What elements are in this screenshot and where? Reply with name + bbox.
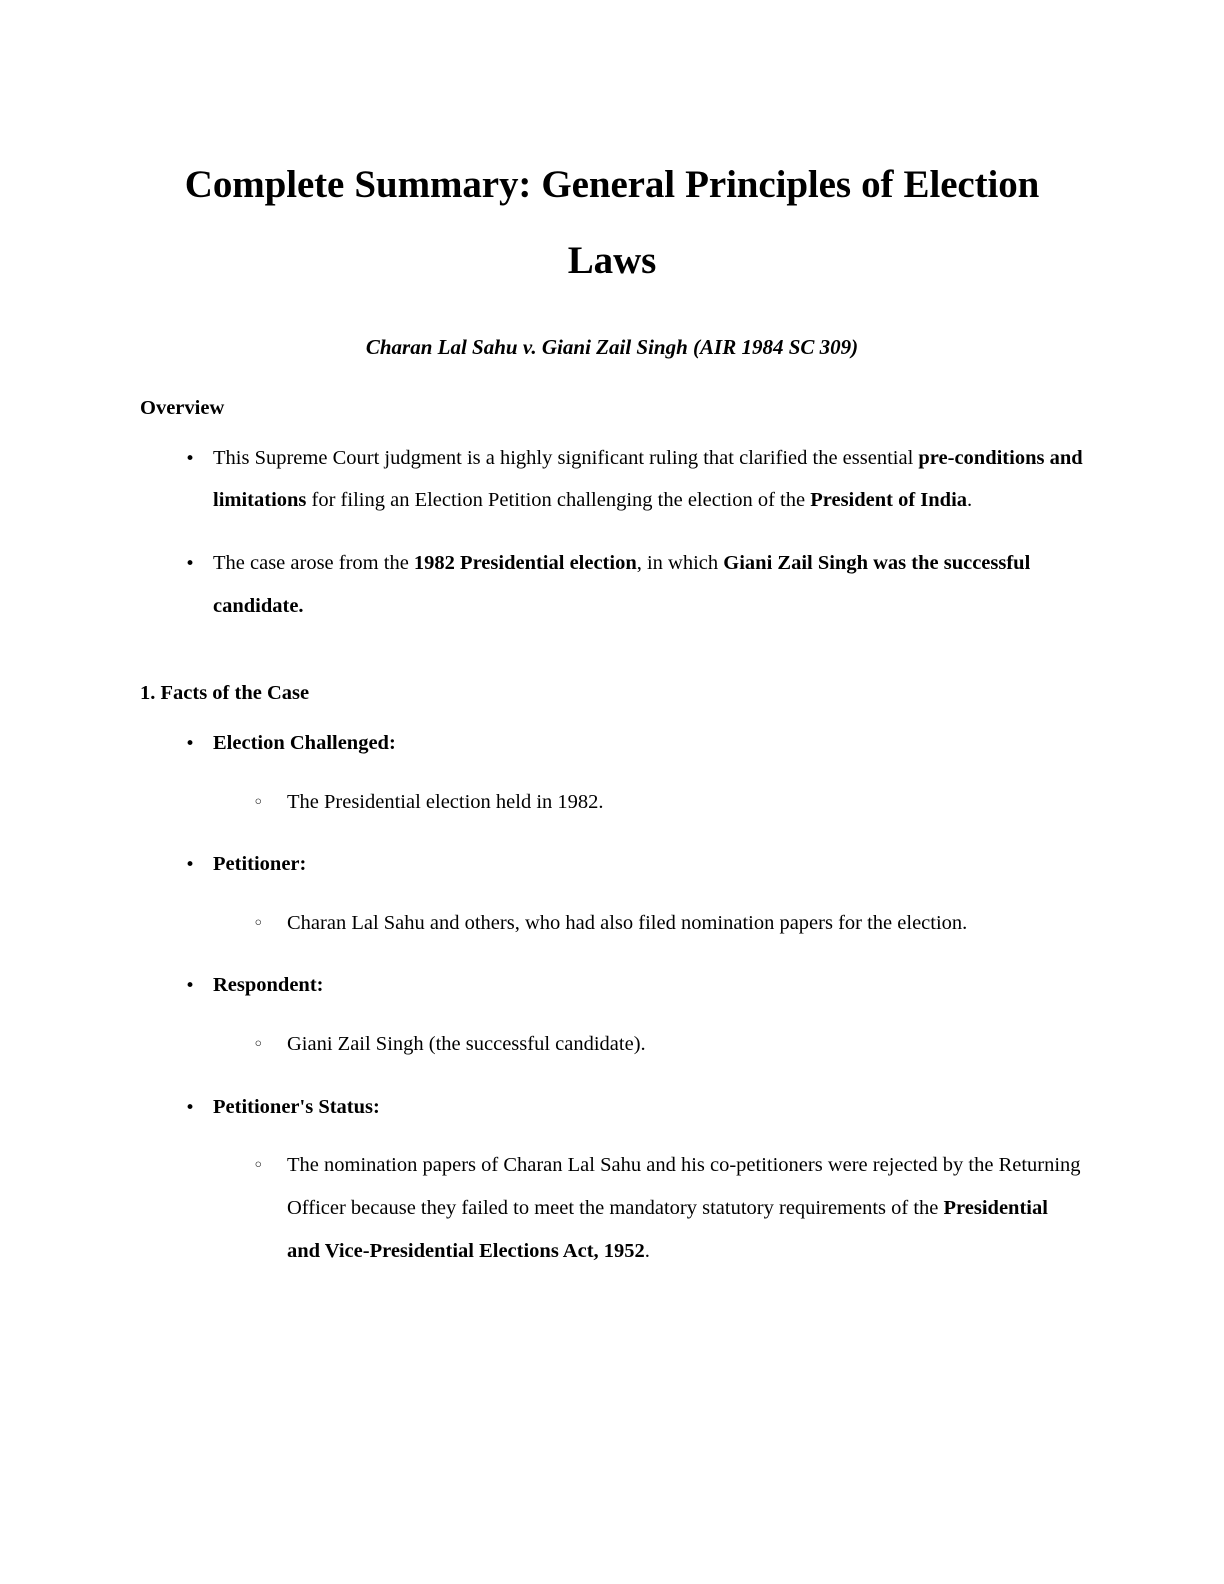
bullet-list: [140, 708, 1084, 1272]
bullet-disc-icon: [185, 1086, 195, 1129]
emphasis-text: pre-conditions and limitations: [213, 446, 1083, 512]
sub-bullet-list: [213, 1007, 1084, 1066]
sub-bullet-list: [213, 765, 1084, 824]
bullet-circle-icon: [253, 1023, 264, 1066]
sub-list-item-text: [287, 1144, 1084, 1272]
bullet-disc-icon: [185, 722, 195, 765]
emphasis-text: Petitioner:: [213, 853, 307, 876]
list-item-text: [213, 542, 1084, 627]
list-item: [140, 437, 1084, 522]
sub-list-item-text: [287, 781, 1084, 824]
body-text: .: [644, 1239, 650, 1262]
bullet-circle-icon: [253, 1144, 264, 1187]
list-item-text: [213, 437, 1084, 522]
section-heading: 1. Facts of the Case: [140, 682, 310, 705]
case-citation-subtitle: Charan Lal Sahu v. Giani Zail Singh (AIR 1984 SC 309): [365, 335, 859, 360]
list-item: [140, 542, 1084, 627]
bullet-disc-icon: [185, 542, 195, 585]
sub-bullet-list: [213, 1128, 1084, 1272]
list-item: [140, 843, 1084, 944]
bullet-disc-icon: [185, 843, 195, 886]
list-item: [140, 964, 1084, 1065]
list-item-text: [213, 722, 1084, 765]
sub-list-item: [213, 1023, 1084, 1066]
bullet-disc-icon: [185, 437, 195, 480]
emphasis-text: President of India: [810, 489, 968, 512]
bullet-circle-icon: [253, 902, 264, 945]
list-item: [140, 722, 1084, 823]
bullet-list: [140, 423, 1084, 628]
list-item-text: [213, 843, 1084, 886]
document-section: [140, 360, 1084, 627]
body-text: This Supreme Court judgment is a highly significant ruling that clarified the essential: [213, 446, 919, 469]
sub-bullet-list: [213, 886, 1084, 945]
sub-list-item: [213, 781, 1084, 824]
sub-list-item-text: [287, 1023, 1084, 1066]
sub-list-item-text: [287, 902, 1084, 945]
bullet-circle-icon: [253, 781, 264, 824]
emphasis-text: Petitioner's Status:: [213, 1095, 380, 1118]
bullet-disc-icon: [185, 964, 195, 1007]
body-text: The nomination papers of Charan Lal Sahu and his co-petitioners were rejected by the Returning Officer because they failed to meet the mandatory statutory requirements of the: [287, 1154, 1081, 1219]
body-text: .: [967, 489, 973, 512]
body-text: , in which: [636, 552, 724, 575]
sub-list-item: [213, 1144, 1084, 1272]
body-text: Giani Zail Singh (the successful candidate).: [287, 1033, 646, 1056]
emphasis-text: 1982 Presidential election: [413, 552, 637, 575]
emphasis-text: Giani Zail Singh was the successful candidate.: [213, 552, 1031, 617]
sub-list-item: [213, 902, 1084, 945]
emphasis-text: Election Challenged:: [213, 731, 396, 754]
emphasis-text: Respondent:: [213, 974, 324, 997]
body-text: The Presidential election held in 1982.: [287, 790, 604, 813]
page-title: Complete Summary: General Principles of Election Laws: [184, 163, 1040, 283]
body-text: Charan Lal Sahu and others, who had also filed nomination papers for the election.: [287, 911, 968, 934]
list-item-text: [213, 964, 1084, 1007]
body-text: for filing an Election Petition challenging the election of the: [306, 489, 811, 512]
document-content: [140, 0, 1084, 1272]
list-item-text: [213, 1086, 1084, 1129]
body-text: The case arose from the: [213, 552, 414, 575]
sections-container: [140, 360, 1084, 1272]
list-item: [140, 1086, 1084, 1273]
document-section: [140, 649, 1084, 1272]
section-heading: Overview: [140, 397, 225, 420]
emphasis-text: Presidential and Vice-Presidential Elections Act, 1952: [287, 1196, 1048, 1262]
